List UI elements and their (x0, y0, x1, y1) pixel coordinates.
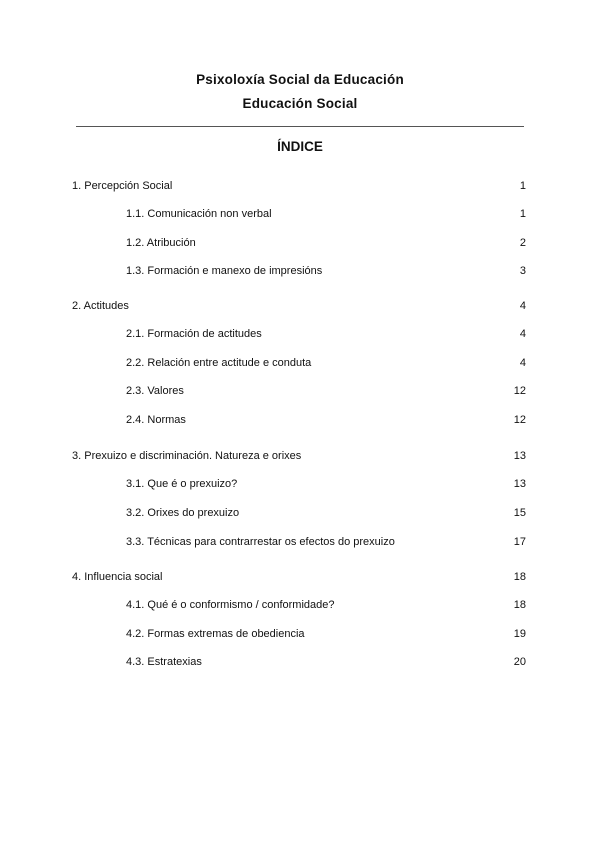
toc-page-number: 4 (519, 357, 526, 369)
toc-subsection-entry[interactable] (0, 597, 600, 613)
toc-subsection-entry[interactable] (0, 412, 600, 428)
document-title: Psixoloxía Social da Educación (196, 72, 404, 87)
toc-page-number: 20 (513, 656, 526, 668)
toc-section-entry[interactable] (0, 178, 600, 194)
document-header (0, 68, 600, 116)
toc-entry-label: 1.3. Formación e manexo de impresións (126, 265, 323, 277)
toc-page-number: 1 (519, 180, 526, 192)
toc-subsection-entry[interactable] (0, 383, 600, 399)
toc-entry-label: 1.2. Atribución (126, 237, 196, 249)
toc-subsection-entry[interactable] (0, 534, 600, 550)
toc-subsection-entry[interactable] (0, 263, 600, 279)
toc-section-entry[interactable] (0, 569, 600, 585)
header-divider (76, 126, 524, 127)
toc-page-number: 19 (513, 628, 526, 640)
toc-entry-label: 3. Prexuizo e discriminación. Natureza e orixes (72, 450, 302, 462)
toc-page-number: 4 (519, 328, 526, 340)
toc-section-entry[interactable] (0, 298, 600, 314)
toc-page-number: 12 (513, 414, 526, 426)
toc-entry-label: 2.2. Relación entre actitude e conduta (126, 357, 312, 369)
toc-subsection-entry[interactable] (0, 355, 600, 371)
toc-entry-label: 3.3. Técnicas para contrarrestar os efectos do prexuizo (126, 536, 395, 548)
toc-subsection-entry[interactable] (0, 654, 600, 670)
toc-entry-label: 4.1. Qué é o conformismo / conformidade? (126, 599, 335, 611)
toc-subsection-entry[interactable] (0, 626, 600, 642)
toc-entry-label: 2.4. Normas (126, 414, 186, 426)
toc-page-number: 3 (519, 265, 526, 277)
toc-page-number: 18 (513, 571, 526, 583)
toc-page-number: 13 (513, 478, 526, 490)
toc-subsection-entry[interactable] (0, 505, 600, 521)
toc-entry-label: 3.2. Orixes do prexuizo (126, 507, 240, 519)
toc-page-number: 15 (513, 507, 526, 519)
document-subtitle: Educación Social (242, 96, 358, 111)
toc-entry-label: 4.3. Estratexias (126, 656, 202, 668)
toc-page-number: 1 (519, 208, 526, 220)
toc-section-entry[interactable] (0, 448, 600, 464)
toc-entry-label: 1. Percepción Social (72, 180, 173, 192)
toc-entry-label: 4. Influencia social (72, 571, 163, 583)
toc-entry-label: 2.3. Valores (126, 385, 184, 397)
toc-subsection-entry[interactable] (0, 235, 600, 251)
toc-page-number: 2 (519, 237, 526, 249)
toc-page-number: 4 (519, 300, 526, 312)
toc-subsection-entry[interactable] (0, 476, 600, 492)
toc-subsection-entry[interactable] (0, 206, 600, 222)
toc-entry-label: 1.1. Comunicación non verbal (126, 208, 272, 220)
toc-entry-label: 2. Actitudes (72, 300, 129, 312)
toc-entry-label: 2.1. Formación de actitudes (126, 328, 262, 340)
toc-subsection-entry[interactable] (0, 326, 600, 342)
toc-page-number: 12 (513, 385, 526, 397)
toc-page-number: 18 (513, 599, 526, 611)
toc-entry-label: 4.2. Formas extremas de obediencia (126, 628, 305, 640)
toc-page-number: 13 (513, 450, 526, 462)
toc-entry-label: 3.1. Que é o prexuizo? (126, 478, 238, 490)
index-heading: ÍNDICE (277, 139, 323, 154)
toc-page-number: 17 (513, 536, 526, 548)
